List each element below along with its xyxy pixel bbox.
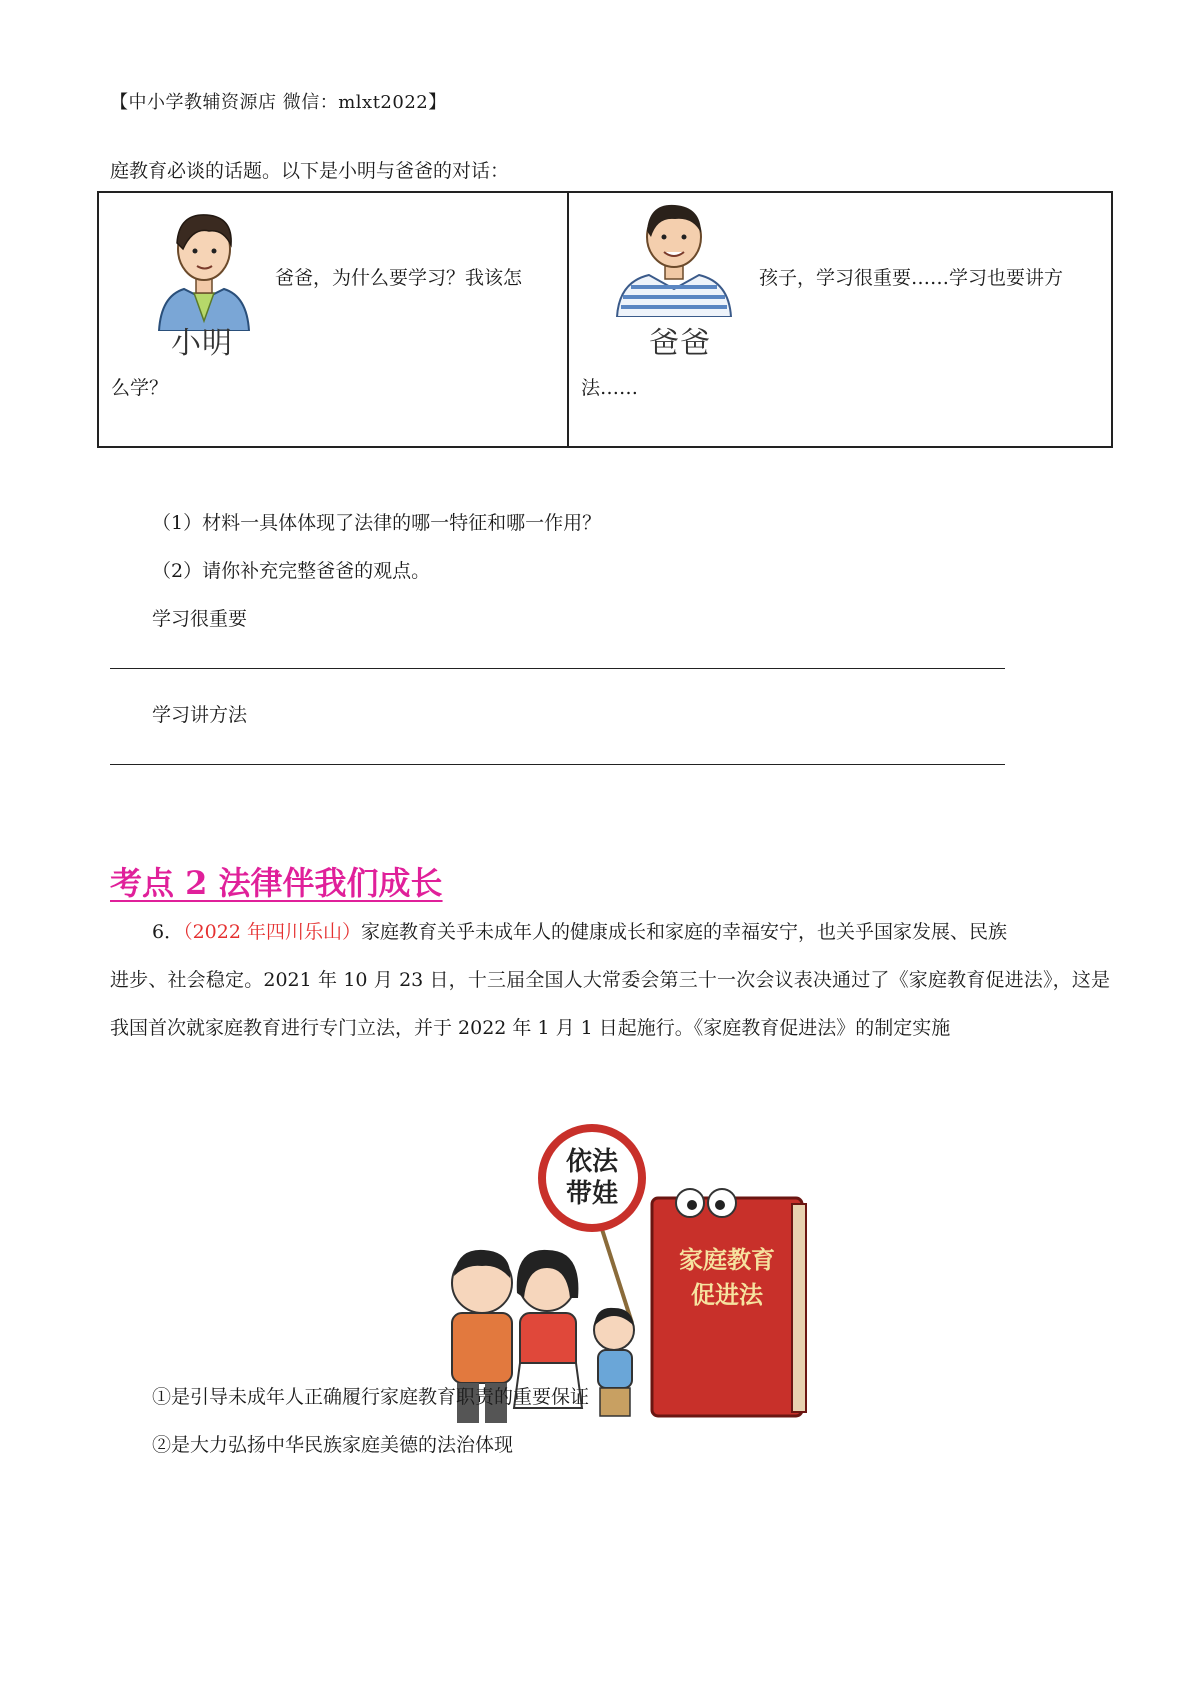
baba-speech-line1: 孩子，学习很重要……学习也要讲方 bbox=[759, 267, 1064, 289]
dialog-cell-xiaoming bbox=[98, 192, 568, 447]
sign-text-line1: 依法 bbox=[565, 1147, 619, 1177]
prompt-learning-method: 学习讲方法 bbox=[152, 704, 248, 726]
intro-line: 庭教育必谈的话题。以下是小明与爸爸的对话： bbox=[110, 160, 510, 182]
xiaoming-illustration bbox=[149, 201, 259, 331]
xiaoming-speech-line2: 么学？ bbox=[111, 377, 169, 399]
xiaoming-speech-line1: 爸爸，为什么要学习？我该怎 bbox=[275, 267, 523, 289]
xiaoming-label: 小明 bbox=[171, 326, 233, 361]
problem-6 bbox=[110, 908, 1110, 1052]
header-tag: 【中小学教辅资源店 微信：mlxt2022】 bbox=[110, 92, 447, 113]
dialog-table bbox=[97, 191, 1113, 448]
problem-text-rest: 进步、社会稳定。2021 年 10 月 23 日，十三届全国人大常委会第三十一次会议表决通过了《家庭教育促进法》，这是我国首次就家庭教育进行专门立法，并于 2022 年 1 月 1 日起施行。《家庭教育促进法》的制定实施 bbox=[110, 969, 1110, 1039]
sign-text-line2: 带娃 bbox=[565, 1179, 619, 1209]
option-1: ①是引导未成年人正确履行家庭教育职责的重要保证 bbox=[152, 1386, 590, 1408]
book-title-line2: 促进法 bbox=[691, 1281, 763, 1309]
problem-source: （2022 年四川乐山） bbox=[183, 921, 361, 943]
section-title: 考点 2 法律伴我们成长 bbox=[110, 864, 443, 902]
prompt-learning-important: 学习很重要 bbox=[152, 608, 248, 630]
baba-label: 爸爸 bbox=[649, 326, 711, 361]
answer-line-2[interactable] bbox=[110, 764, 1005, 765]
question-1: （1）材料一具体体现了法律的哪一特征和哪一作用？ bbox=[152, 512, 602, 534]
baba-speech-line2: 法…… bbox=[581, 377, 639, 399]
family-law-illustration bbox=[432, 1108, 822, 1428]
book-title-line1: 家庭教育 bbox=[679, 1246, 775, 1274]
problem-text-line1: 家庭教育关乎未成年人的健康成长和家庭的幸福安宁，也关乎国家发展、民族 bbox=[361, 921, 1008, 943]
dialog-cell-baba bbox=[568, 192, 1112, 447]
problem-number: 6． bbox=[152, 921, 184, 943]
question-2: （2）请你补充完整爸爸的观点。 bbox=[152, 560, 431, 582]
baba-illustration bbox=[609, 197, 739, 317]
option-2: ②是大力弘扬中华民族家庭美德的法治体现 bbox=[152, 1434, 514, 1456]
answer-line-1[interactable] bbox=[110, 668, 1005, 669]
